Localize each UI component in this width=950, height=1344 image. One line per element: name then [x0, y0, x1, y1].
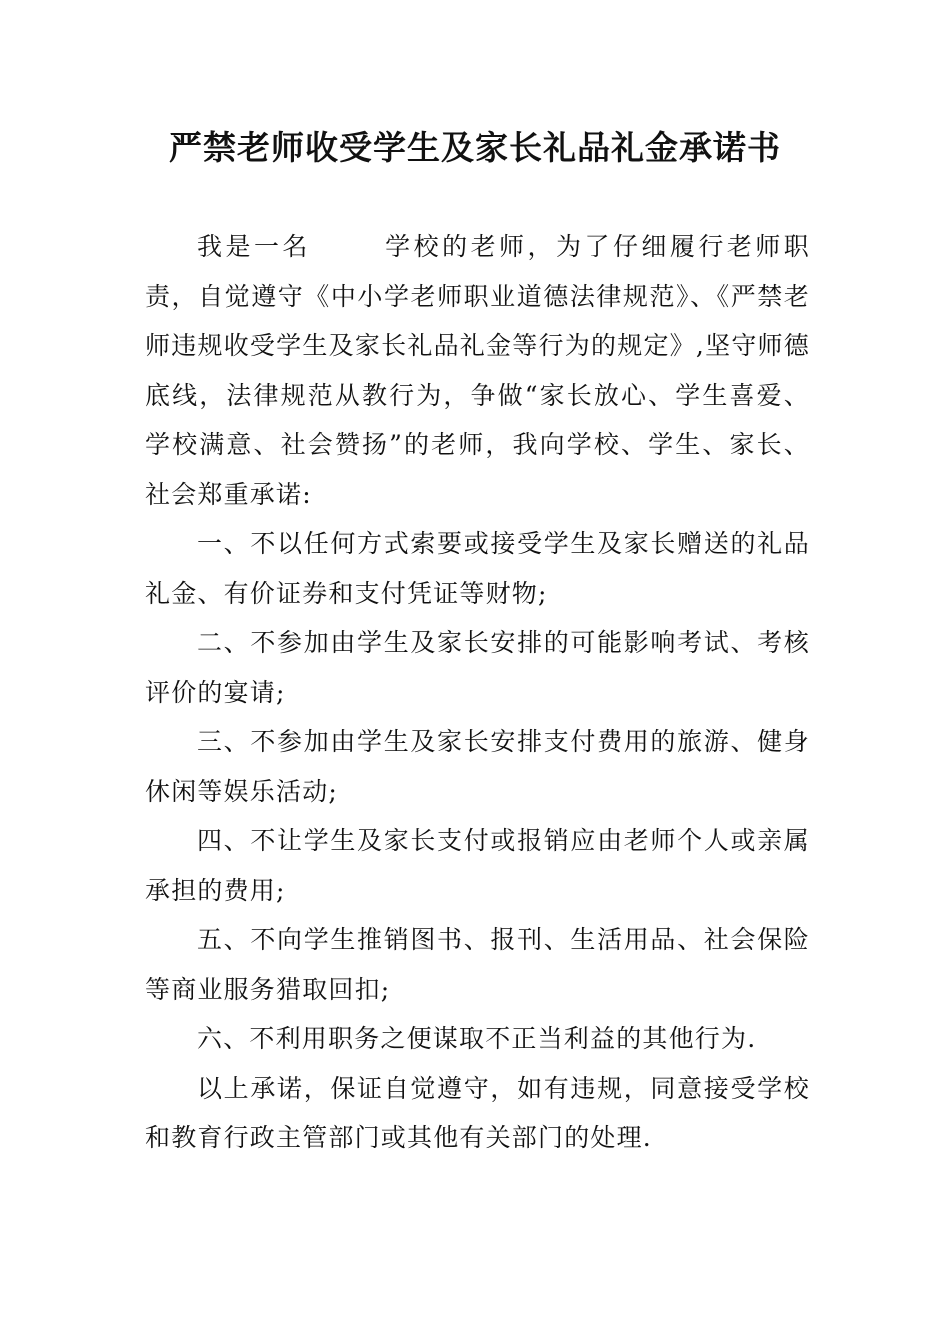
intro-text-before-blank: 我是一名 [197, 232, 311, 261]
document-title: 严禁老师收受学生及家长礼品礼金承诺书 [169, 128, 781, 167]
commitment-item-6: 六、不利用职务之便谋取不正当利益的其他行为. [197, 1024, 757, 1053]
commitment-item-2: 二、不参加由学生及家长安排的可能影响考试、考核评价的宴请; [145, 628, 810, 707]
closing-paragraph: 以上承诺，保证自觉遵守，如有违规，同意接受学校和教育行政主管部门或其他有关部门的处理. [145, 1073, 810, 1152]
commitment-item-1: 一、不以任何方式索要或接受学生及家长赠送的礼品礼金、有价证券和支付凭证等财物; [145, 529, 810, 608]
commitment-item-3: 三、不参加由学生及家长安排支付费用的旅游、健身休闲等娱乐活动; [145, 727, 810, 806]
commitment-item-4: 四、不让学生及家长支付或报销应由老师个人或亲属承担的费用; [145, 826, 810, 905]
commitment-item-5: 五、不向学生推销图书、报刊、生活用品、社会保险等商业服务猎取回扣; [145, 925, 810, 1004]
intro-paragraph [145, 222, 810, 519]
document-body [145, 222, 810, 1163]
intro-text-after-blank: 学校的老师，为了仔细履行老师职责，自觉遵守《中小学老师职业道德法律规范》、《严禁老师违规收受学生及家长礼品礼金等行为的规定》,坚守师德底线，法律规范从教行为，争做“家长放心、学生喜爱、学校满意、社会赞扬”的老师，我向学校、学生、家长、社会郑重承诺: [145, 232, 810, 509]
